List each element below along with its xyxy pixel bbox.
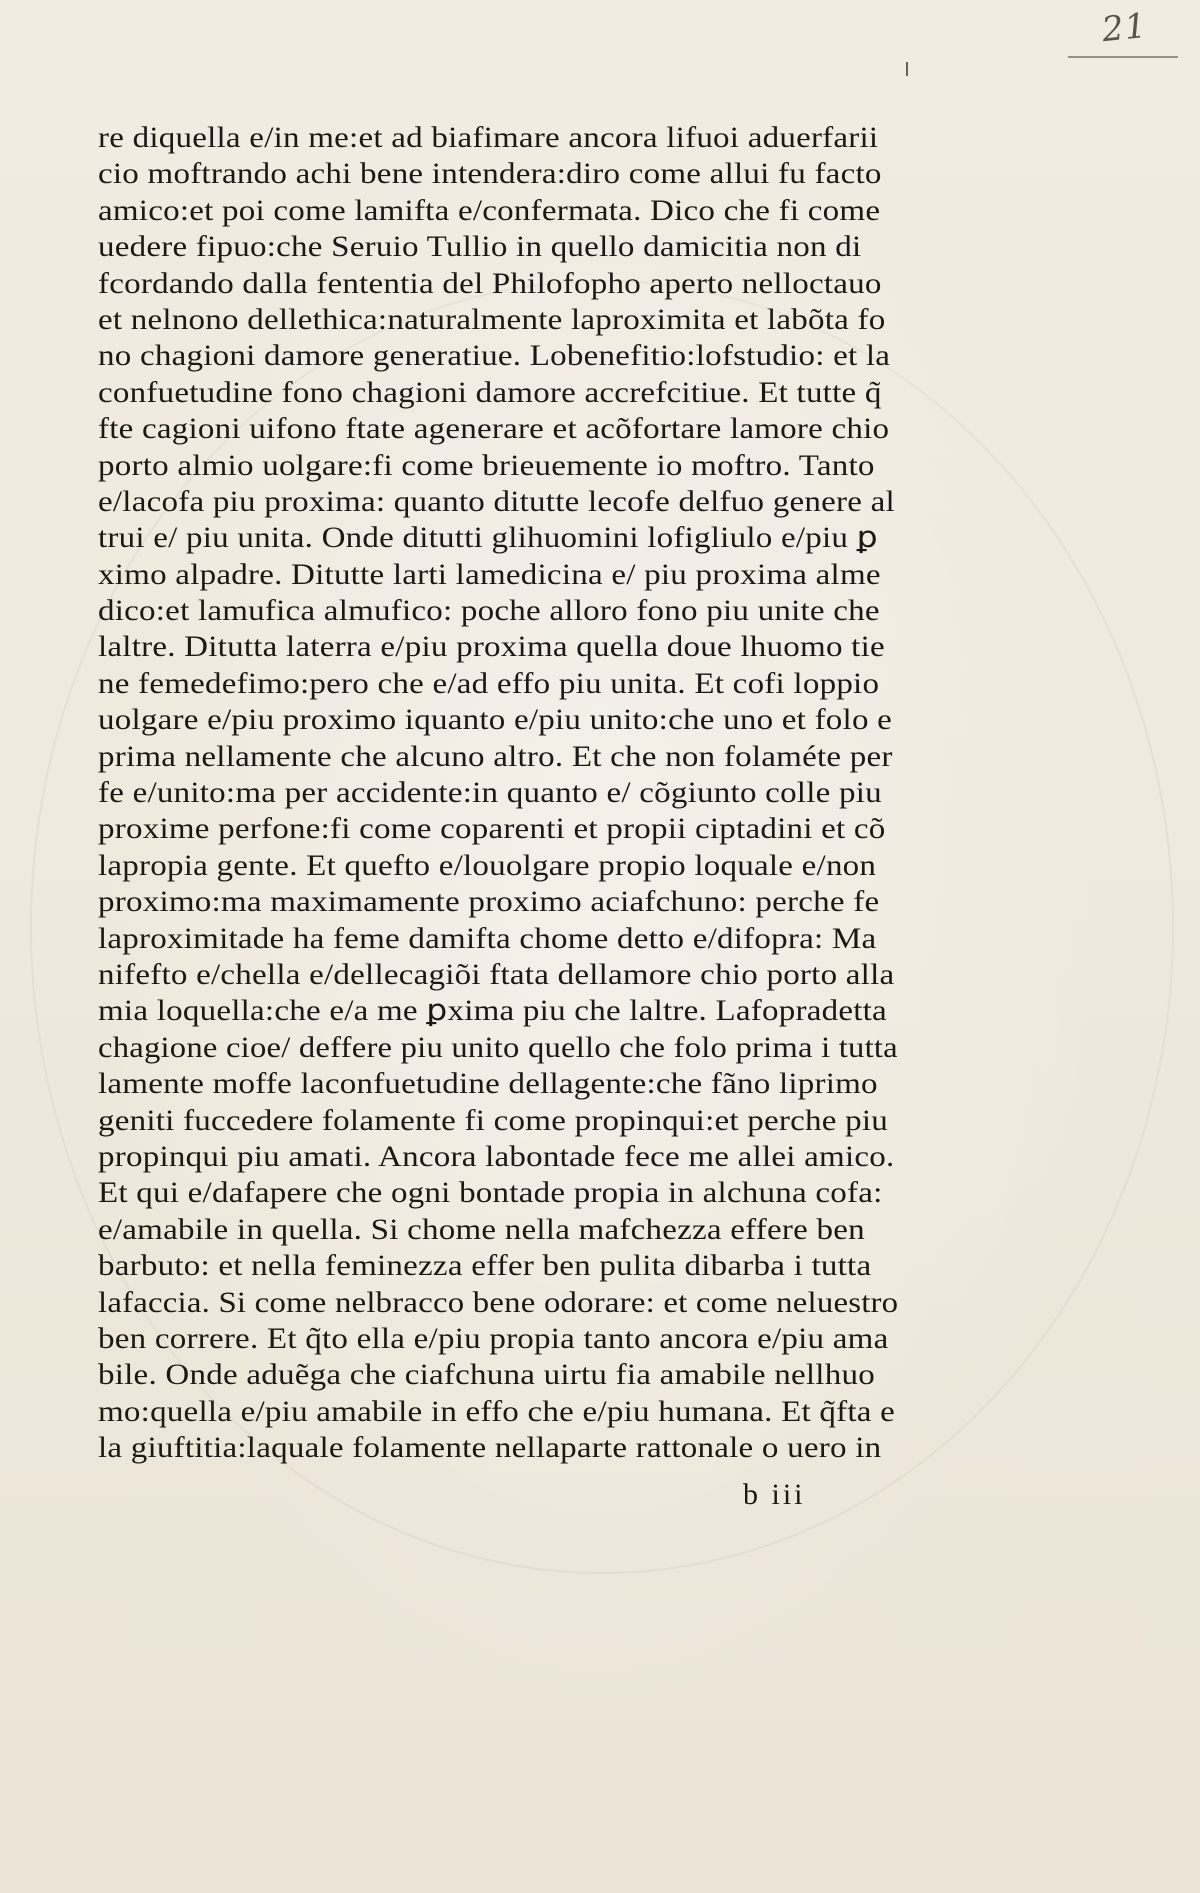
text-line: dico:et lamufica almufico: poche alloro fono piu unite che — [98, 595, 880, 628]
text-line: mia loquella:che e/a me ꝑxima piu che laltre. Lafopradetta — [98, 995, 887, 1028]
text-line: fte cagioni uifono ftate agenerare et acõfortare lamore chio — [98, 413, 890, 446]
text-line: laproximitade ha feme damifta chome detto e/difopra: Ma — [98, 922, 877, 955]
text-line: no chagioni damore generatiue. Lobenefitio:lofstudio: et la — [98, 340, 891, 373]
text-line: propinqui piu amati. Ancora labontade fece me allei amico. — [98, 1140, 895, 1173]
text-line: trui e/ piu unita. Onde ditutti glihuomini lofigliulo e/piu ꝑ — [98, 522, 878, 555]
text-line: nifefto e/chella e/dellecagiõi ftata dellamore chio porto alla — [98, 958, 895, 991]
text-line: bile. Onde aduẽga che ciafchuna uirtu fia amabile nellhuo — [98, 1359, 875, 1392]
signature-mark: b iii — [743, 1478, 806, 1511]
text-line: ben correre. Et q̃to ella e/piu propia tanto ancora e/piu ama — [98, 1322, 889, 1355]
text-line: Et qui e/dafapere che ogni bontade propia in alchuna cofa: — [98, 1177, 883, 1210]
text-line: e/lacofa piu proxima: quanto ditutte lecofe delfuo genere al — [98, 485, 895, 518]
text-line: proxime perfone:fi come coparenti et propii ciptadini et cõ — [98, 813, 886, 846]
text-line: laltre. Ditutta laterra e/piu proxima quella doue lhuomo tie — [98, 631, 885, 664]
text-column — [98, 120, 898, 1466]
text-line: lapropia gente. Et quefto e/louolgare propio loquale e/non — [98, 849, 877, 882]
text-line: e/amabile in quella. Si chome nella mafchezza effere ben — [98, 1213, 865, 1246]
text-line: re diquella e/in me:et ad biafimare ancora lifuoi aduerfarii — [98, 122, 879, 154]
text-line: barbuto: et nella feminezza effer ben pulita dibarba i tutta — [98, 1250, 872, 1283]
text-line: confuetudine fono chagioni damore accrefcitiue. Et tutte q̃ — [98, 376, 882, 409]
text-line: cio moftrando achi bene intendera:diro come allui fu facto — [98, 158, 882, 191]
text-line: lamente moffe laconfuetudine dellagente:che fãno liprimo — [98, 1068, 878, 1101]
text-line: fe e/unito:ma per accidente:in quanto e/ cõgiunto colle piu — [98, 777, 882, 810]
text-line: ne femedefimo:pero che e/ad effo piu unita. Et cofi loppio — [98, 667, 880, 700]
text-line: prima nellamente che alcuno altro. Et che non folaméte per — [98, 740, 893, 773]
margin-mark — [906, 62, 908, 76]
text-line: geniti fuccedere folamente fi come propinqui:et perche piu — [98, 1104, 889, 1137]
folio-underline — [1068, 56, 1178, 58]
text-line: amico:et poi come lamifta e/confermata. Dico che fi come — [98, 194, 881, 227]
text-line: chagione cioe/ deffere piu unito quello che folo prima i tutta — [98, 1031, 898, 1064]
text-line: lafaccia. Si come nelbracco bene odorare: et come neluestro — [98, 1286, 899, 1319]
text-line: fcordando dalla fententia del Philofopho aperto nelloctauo — [98, 267, 882, 300]
text-line: uolgare e/piu proximo iquanto e/piu unito:che uno et folo e — [98, 704, 893, 737]
text-line: mo:quella e/piu amabile in effo che e/piu humana. Et q̃fta e — [98, 1395, 896, 1428]
text-line: uedere fipuo:che Seruio Tullio in quello damicitia non di — [98, 231, 862, 264]
text-line: et nelnono dellethica:naturalmente laproximita et labõta fo — [98, 303, 886, 336]
text-line: proximo:ma maximamente proximo aciafchuno: perche fe — [98, 886, 880, 919]
text-line: la giuftitia:laquale folamente nellaparte rattonale o uero in — [98, 1432, 882, 1465]
folio-number: 21 — [1100, 5, 1150, 51]
text-line: ximo alpadre. Ditutte larti lamedicina e/ piu proxima alme — [98, 558, 881, 591]
text-line: porto almio uolgare:fi come brieuemente io moftro. Tanto — [98, 449, 875, 482]
